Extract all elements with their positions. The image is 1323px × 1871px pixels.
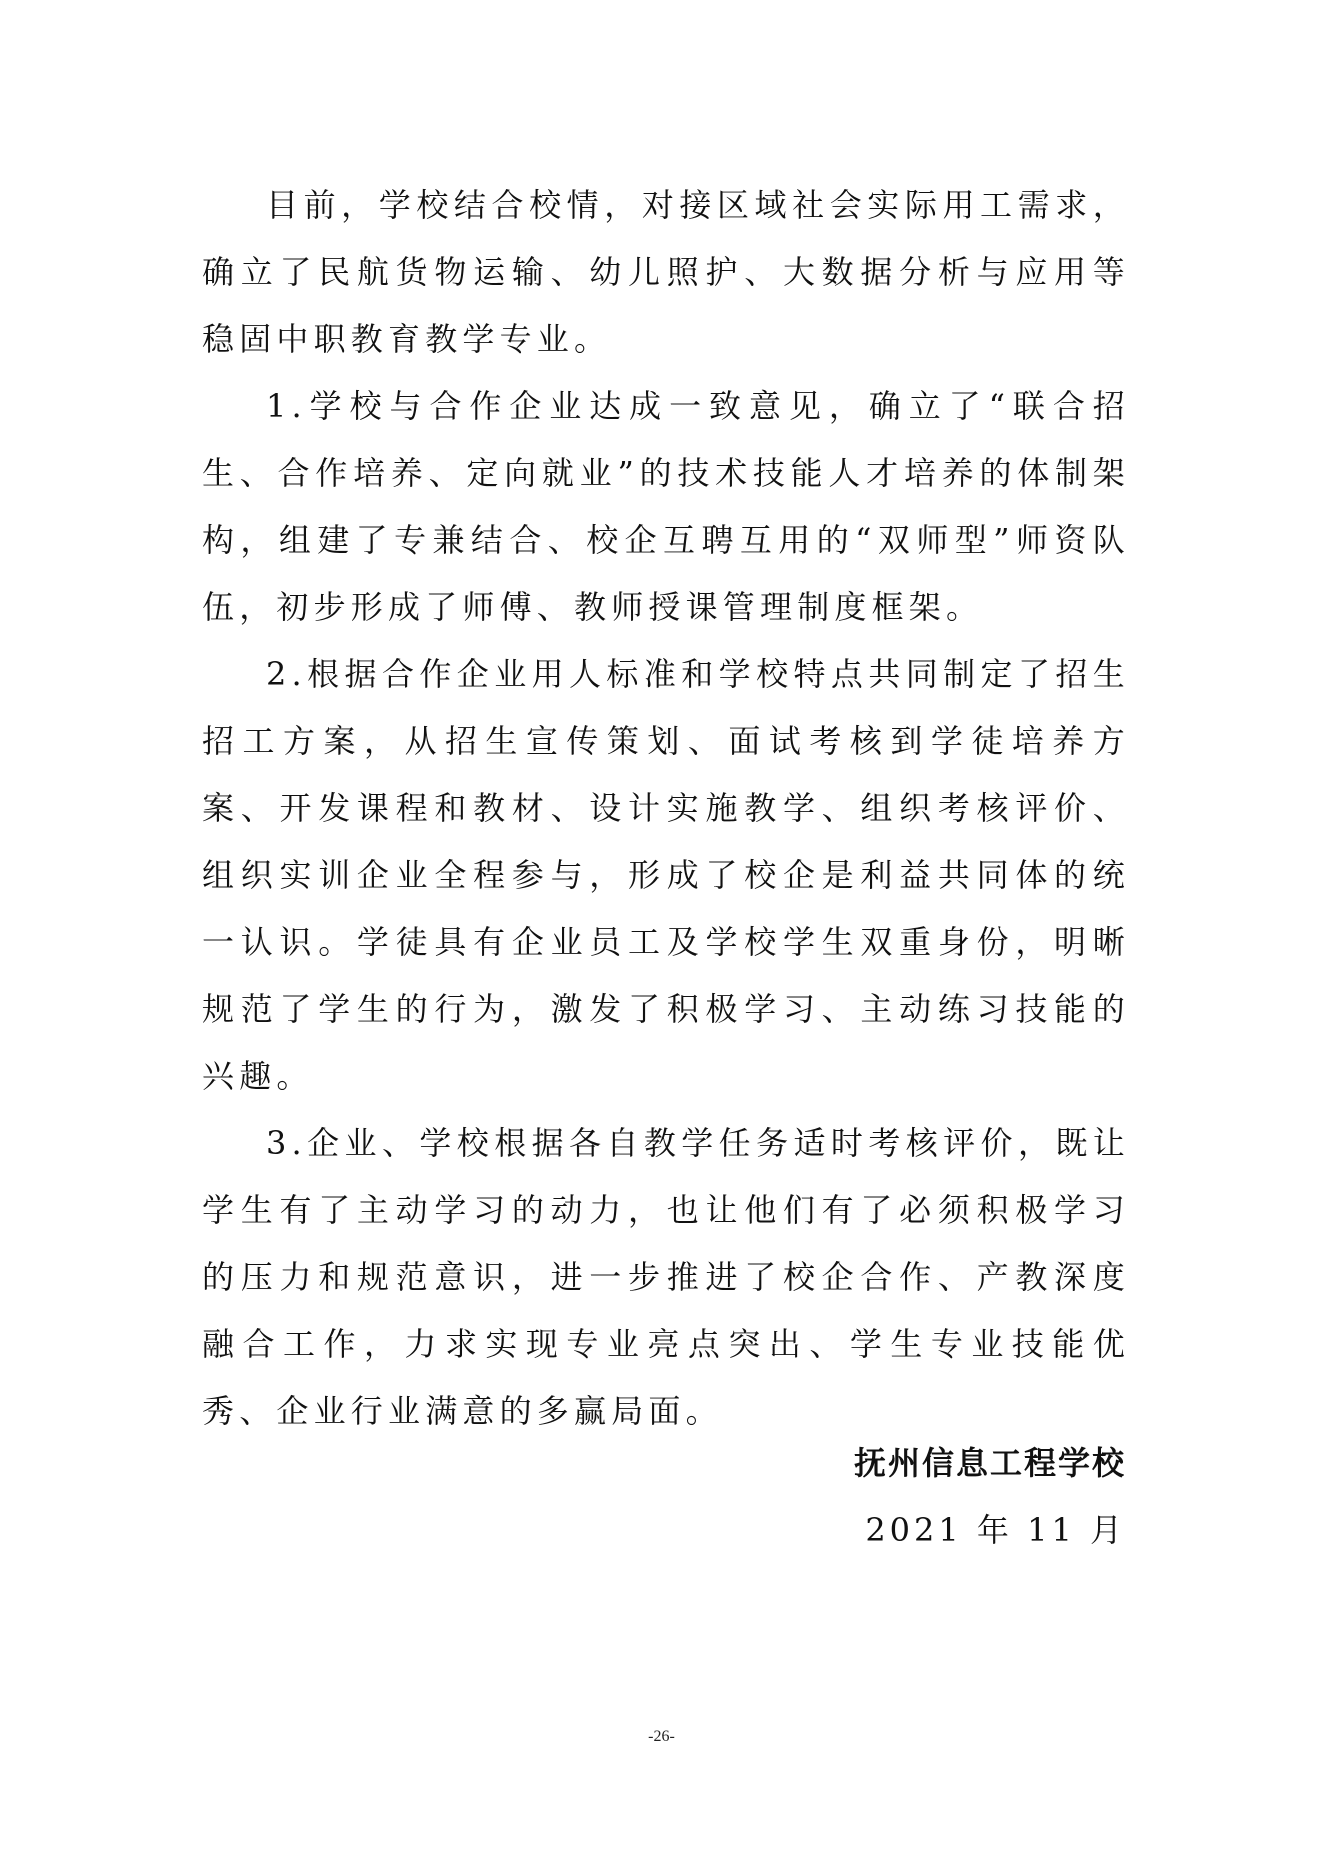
signature-organization: 抚州信息工程学校 [853,1444,1126,1482]
paragraph-item-2: 2.根据合作企业用人标准和学校特点共同制定了招生招工方案，从招生宣传策划、面试考核到学徒培养方案、开发课程和教材、设计实施教学、组织考核评价、组织实训企业全程参与，形成了校企是利益共同体的统一认识。学徒具有企业员工及学校学生双重身份，明晰规范了学生的行为，激发了积极学习、主动练习技能的兴趣。 [202,655,1130,1095]
page-number: -26- [648,1728,675,1745]
paragraph-item-1: 1.学校与合作企业达成一致意见，确立了“联合招生、合作培养、定向就业”的技术技能人才培养的体制架构，组建了专兼结合、校企互聘互用的“双师型”师资队伍，初步形成了师傅、教师授课管理制度框架。 [202,387,1130,626]
signature-date: 2021 年 11 月 [865,1511,1126,1549]
signature-block [854,1430,1126,1564]
paragraph-intro: 目前，学校结合校情，对接区域社会实际用工需求，确立了民航货物运输、幼儿照护、大数据分析与应用等稳固中职教育教学专业。 [202,186,1130,358]
paragraph-item-3: 3.企业、学校根据各自教学任务适时考核评价，既让学生有了主动学习的动力，也让他们有了必须积极学习的压力和规范意识，进一步推进了校企合作、产教深度融合工作，力求实现专业亮点突出、学生专业技能优秀、企业行业满意的多赢局面。 [202,1124,1130,1430]
document-body [202,172,1130,1445]
